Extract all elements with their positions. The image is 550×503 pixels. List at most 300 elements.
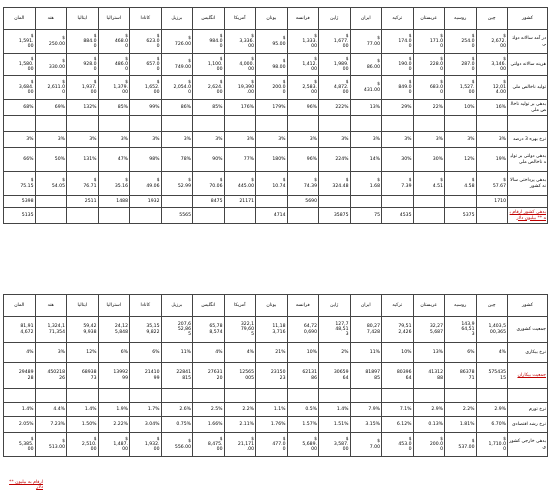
row-label: نرخ رشد اقتصادی [508, 417, 548, 433]
row-label: هزینه سالانه دولتی [508, 54, 548, 76]
table-cell: 5375 [445, 208, 477, 224]
table-cell: 80,27 7,428 [350, 317, 382, 343]
country-header: استرالیا [98, 295, 130, 317]
country-header: فرانسه [287, 295, 319, 317]
table-cell: 12% [67, 343, 99, 363]
table-cell: 13992 99 [98, 363, 130, 389]
table-cell: 3% [161, 132, 193, 148]
table-cell: $ 54.05 [35, 172, 67, 196]
table-cell [224, 116, 256, 132]
table-cell [413, 208, 445, 224]
table-cell: $ 1,379. 00 [98, 76, 130, 100]
table-cell: $ 726.00 [161, 30, 193, 54]
table-cell [161, 196, 193, 208]
table-cell: $ 250.00 [35, 30, 67, 54]
country-header: آمریکا [224, 8, 256, 30]
table-cell: $ 1,527. 00 [445, 76, 477, 100]
table-cell: 8475 [193, 196, 225, 208]
table-cell: $ 657.0 0 [130, 54, 162, 76]
table-cell: 19% [476, 148, 508, 172]
table-cell: $ 10.74 [256, 172, 288, 196]
table-cell: 13% [350, 100, 382, 116]
table-cell: 81897 85 [350, 363, 382, 389]
row-label: بدهی بر تولید ناخالص ملی [508, 100, 548, 116]
table-cell: 127,7 48,51 3 [319, 317, 351, 343]
table-cell: 1,324,1 71,354 [35, 317, 67, 343]
table-cell: 3% [4, 132, 36, 148]
table-cell: 132% [67, 100, 99, 116]
table-cell: 24,12 5,848 [98, 317, 130, 343]
table-cell: $ 5,689. 00 [287, 433, 319, 457]
country-header: چین [476, 8, 508, 30]
table-cell: 14% [350, 148, 382, 172]
table-cell: 98% [130, 148, 162, 172]
table-cell: $ 287.0 0 [445, 54, 477, 76]
table-cell: $ 1,677. 00 [319, 30, 351, 54]
table-cell [193, 116, 225, 132]
row-label: نرخ بیکاری [508, 343, 548, 363]
table-cell: 6% [130, 343, 162, 363]
table-cell: $ 1.68 [350, 172, 382, 196]
table-cell: 1.57% [287, 417, 319, 433]
table-cell: $ 749.00 [161, 54, 193, 76]
country-header: چین [476, 295, 508, 317]
row-label: بدهی دولتی بر تولید ناخالص ملی [508, 148, 548, 172]
table-cell: 4% [224, 343, 256, 363]
table-cell: $ 7.39 [382, 172, 414, 196]
table-cell: 3% [193, 132, 225, 148]
table-cell [193, 208, 225, 224]
table-cell: $ 75.15 [4, 172, 36, 196]
table-cell: $ 2,624. 00 [193, 76, 225, 100]
table-cell: 6.70% [476, 417, 508, 433]
table-cell: 79,51 2,426 [382, 317, 414, 343]
table-cell: 11% [350, 343, 382, 363]
table-row [4, 363, 548, 389]
table-cell: $ 4.51 [413, 172, 445, 196]
table-cell [319, 116, 351, 132]
table-cell: 322,1 79,60 5 [224, 317, 256, 343]
table-cell [130, 116, 162, 132]
row-label: در آمد سالانه دولتی [508, 30, 548, 54]
label-header: کشور [508, 8, 548, 30]
table-cell: 29489 28 [4, 363, 36, 389]
table-cell: 4.4% [35, 403, 67, 417]
table-cell: 1.51% [319, 417, 351, 433]
table-cell: 86% [161, 100, 193, 116]
table-cell: 0.5% [287, 403, 319, 417]
table-cell: $ 1,652. 00 [130, 76, 162, 100]
table-cell: $ 200.0 0 [413, 433, 445, 457]
table-row [4, 148, 548, 172]
table-cell: $ 5,385. 00 [4, 433, 36, 457]
table-cell: 3% [445, 132, 477, 148]
table-cell [98, 116, 130, 132]
table-cell: 13% [413, 343, 445, 363]
table-cell: 3% [98, 132, 130, 148]
table-cell: 6% [98, 343, 130, 363]
table-cell: $ 70.06 [193, 172, 225, 196]
table-cell: $ 537.00 [445, 433, 477, 457]
table-row [4, 76, 548, 100]
table-cell: 3% [382, 132, 414, 148]
table-cell: 30659 64 [319, 363, 351, 389]
table-cell: 207,6 52,86 5 [161, 317, 193, 343]
table-cell: $ 2,510. 00 [67, 433, 99, 457]
table-cell: 3% [67, 132, 99, 148]
table-cell: $ 2,611.0 0 [35, 76, 67, 100]
country-header: هند [35, 8, 67, 30]
table-cell: $ 1,333. 00 [287, 30, 319, 54]
table-cell: 64,72 0,690 [287, 317, 319, 343]
country-header: ایتالیا [67, 8, 99, 30]
table-cell: 59,42 9,938 [67, 317, 99, 343]
table-cell: $ 86.00 [350, 54, 382, 76]
table-cell: 0.75% [161, 417, 193, 433]
table-cell [445, 116, 477, 132]
table-cell: $ 228.0 0 [413, 54, 445, 76]
table-cell: 2.9% [413, 403, 445, 417]
country-header: کانادا [130, 8, 162, 30]
table-row [4, 116, 548, 132]
table-cell: 16% [476, 100, 508, 116]
country-header: استرالیا [98, 8, 130, 30]
table-cell: 3% [35, 132, 67, 148]
row-label: بدهی پرداختی سالانه کشور [508, 172, 548, 196]
table-cell [413, 116, 445, 132]
table-cell: $ 3,336. 00 [224, 30, 256, 54]
table-cell: $ 330.00 [35, 54, 67, 76]
table-cell [193, 389, 225, 403]
table-cell: $ 1,937. 00 [67, 76, 99, 100]
table-cell: $ 486.0 0 [98, 54, 130, 76]
table-cell: 10% [287, 343, 319, 363]
table-cell [287, 116, 319, 132]
table-cell: 2.11% [224, 417, 256, 433]
country-header: کانادا [130, 295, 162, 317]
table-row [4, 317, 548, 343]
table-cell: 3.15% [350, 417, 382, 433]
table-cell: $ 1,487. 00 [98, 433, 130, 457]
table-cell: 3% [256, 132, 288, 148]
table-cell: $ 4,000. 00 [224, 54, 256, 76]
debt-table [3, 7, 548, 224]
table-cell: $ 849.0 0 [382, 76, 414, 100]
table-cell [445, 389, 477, 403]
country-header: ژاپن [319, 295, 351, 317]
table-cell: 5565 [161, 208, 193, 224]
table-cell: 21% [256, 343, 288, 363]
table-cell: 1.50% [67, 417, 99, 433]
table-cell: $ 1,710.0 0 [476, 433, 508, 457]
table-cell: $ 556.00 [161, 433, 193, 457]
table-cell: 11% [161, 343, 193, 363]
table-cell: 12% [445, 148, 477, 172]
country-header: فرانسه [287, 8, 319, 30]
row-label-text: بدهی کشور ارقام به ** بیلیون دلار [509, 210, 546, 221]
table-cell: 21410 99 [130, 363, 162, 389]
country-header: عربستان [413, 295, 445, 317]
table-cell [476, 208, 508, 224]
table-cell: $ 1,932. 00 [130, 433, 162, 457]
table-cell [350, 116, 382, 132]
table-cell: 99% [130, 100, 162, 116]
table-cell: $ 445.00 [224, 172, 256, 196]
country-header: روسیه [445, 8, 477, 30]
row-label: نرخ تورم [508, 403, 548, 417]
table-cell: $ 52.99 [161, 172, 193, 196]
table-cell: $ 77.00 [350, 30, 382, 54]
table-cell: 1.76% [256, 417, 288, 433]
table-cell: 3% [413, 132, 445, 148]
table-cell [224, 389, 256, 403]
table-cell: $ 477.0 0 [256, 433, 288, 457]
table-cell: 11,18 3,716 [256, 317, 288, 343]
header-row [4, 295, 548, 317]
table-row [4, 403, 548, 417]
table-cell: 575435 15 [476, 363, 508, 389]
table-cell: 23150 23 [256, 363, 288, 389]
table-cell: 1.9% [98, 403, 130, 417]
row-label [508, 208, 548, 224]
table-cell: 2511 [67, 196, 99, 208]
table-cell: $ 683.0 0 [413, 76, 445, 100]
table-cell: 65,78 8,574 [193, 317, 225, 343]
table-cell: $ 74.39 [287, 172, 319, 196]
table-cell: 180% [256, 148, 288, 172]
table-cell: $ 4,872. 00 [319, 76, 351, 100]
table-cell [35, 116, 67, 132]
table-cell: 77% [224, 148, 256, 172]
table-cell: 29% [382, 100, 414, 116]
table-cell: 12565 005 [224, 363, 256, 389]
population-table [3, 294, 548, 457]
table-cell: $ 1,989. 00 [319, 54, 351, 76]
table-cell [130, 389, 162, 403]
table-cell [445, 196, 477, 208]
row-label: نرخ بهره 3 درصد [508, 132, 548, 148]
country-header: انگلیس [193, 295, 225, 317]
table-cell: $ 76.71 [67, 172, 99, 196]
table-cell: $ 98.00 [256, 54, 288, 76]
table-cell: $ 49.06 [130, 172, 162, 196]
table-cell: 2.6% [161, 403, 193, 417]
table-cell: $ 3,146. 00 [476, 54, 508, 76]
table-cell: $ 324.48 [319, 172, 351, 196]
table-cell [4, 389, 36, 403]
table-row [4, 172, 548, 196]
table-cell [476, 116, 508, 132]
table-cell: $ 190.0 0 [382, 54, 414, 76]
table-cell [287, 389, 319, 403]
table-row [4, 389, 548, 403]
table-cell: $ 3,587. 00 [319, 433, 351, 457]
table-cell: 5690 [287, 196, 319, 208]
country-header: هند [35, 295, 67, 317]
country-header: برزیل [161, 295, 193, 317]
table-cell [161, 389, 193, 403]
table-cell [319, 389, 351, 403]
table-cell: 50% [35, 148, 67, 172]
table-cell [350, 389, 382, 403]
table-cell: 30% [382, 148, 414, 172]
table-row [4, 343, 548, 363]
table-cell: 5135 [4, 208, 36, 224]
table-cell [256, 389, 288, 403]
table-cell: $ 431.00 [350, 76, 382, 100]
country-header: آمریکا [224, 295, 256, 317]
table-cell: 35875 [319, 208, 351, 224]
table-cell: 32,27 5,687 [413, 317, 445, 343]
table-row [4, 417, 548, 433]
table-cell: $ 200.0 0 [256, 76, 288, 100]
table-cell [35, 389, 67, 403]
table-cell: 1.4% [319, 403, 351, 417]
table-cell: 2.9% [476, 403, 508, 417]
table-cell [98, 389, 130, 403]
table-cell: 2.2% [445, 403, 477, 417]
table-row [4, 208, 548, 224]
table-cell: $ 171.0 0 [413, 30, 445, 54]
table-cell: $ 2,583. 00 [287, 76, 319, 100]
table-cell: $ 928.0 0 [67, 54, 99, 76]
table-cell: 4714 [256, 208, 288, 224]
table-cell: $ 19,390 .00 [224, 76, 256, 100]
table-cell [382, 116, 414, 132]
table-cell: 27631 20 [193, 363, 225, 389]
country-header: المان [4, 8, 36, 30]
table-cell: $ 1,591. 00 [4, 30, 36, 54]
table-cell: 3% [35, 343, 67, 363]
table-cell: 86378 71 [445, 363, 477, 389]
table-row [4, 30, 548, 54]
table-cell: 81,91 4,672 [4, 317, 36, 343]
table-cell: 96% [287, 148, 319, 172]
table-cell: 2% [319, 343, 351, 363]
table-row [4, 196, 548, 208]
table-cell [413, 196, 445, 208]
table-cell: 450218 26 [35, 363, 67, 389]
table-cell: 21171 [224, 196, 256, 208]
row-label [508, 116, 548, 132]
table-cell: 4% [476, 343, 508, 363]
table-cell: 47% [98, 148, 130, 172]
table-row [4, 132, 548, 148]
table-cell: 3.04% [130, 417, 162, 433]
row-label [508, 363, 548, 389]
table-cell: 7.9% [350, 403, 382, 417]
table-cell: 2.5% [193, 403, 225, 417]
table-cell: $ 2,672. 00 [476, 30, 508, 54]
table-cell [4, 116, 36, 132]
table-cell: 90% [193, 148, 225, 172]
country-header: یونان [256, 295, 288, 317]
table-cell: 4535 [382, 208, 414, 224]
country-header: برزیل [161, 8, 193, 30]
country-header: ترکیه [382, 295, 414, 317]
table-cell: 7.23% [35, 417, 67, 433]
table-cell: 2.22% [98, 417, 130, 433]
header-row [4, 8, 548, 30]
table-cell [256, 196, 288, 208]
table-cell: $ 1,412. 00 [287, 54, 319, 76]
table-cell: 1932 [130, 196, 162, 208]
country-header: ژاپن [319, 8, 351, 30]
table-cell: 3% [224, 132, 256, 148]
table-cell [476, 389, 508, 403]
table-cell: $ 453.0 0 [382, 433, 414, 457]
table-cell: $ 12,01 4.00 [476, 76, 508, 100]
table-cell: 96% [287, 100, 319, 116]
country-header: انگلیس [193, 8, 225, 30]
table-cell: 68% [4, 100, 36, 116]
table-cell: 62131 86 [287, 363, 319, 389]
table-cell: $ 468.0 0 [98, 30, 130, 54]
table-cell: 176% [224, 100, 256, 116]
row-label: بدهی خارجی کشوری [508, 433, 548, 457]
table-cell: 22841 815 [161, 363, 193, 389]
table-cell [413, 389, 445, 403]
table-cell: 222% [319, 100, 351, 116]
table-row [4, 100, 548, 116]
table-cell: 30% [413, 148, 445, 172]
table-cell: $ 513.00 [35, 433, 67, 457]
table-cell: 1.7% [130, 403, 162, 417]
table-cell: 85% [98, 100, 130, 116]
table-row [4, 433, 548, 457]
table-cell: 68938 73 [67, 363, 99, 389]
table-cell: $ 254.0 0 [445, 30, 477, 54]
country-header: ایران [350, 295, 382, 317]
table-cell: 5398 [4, 196, 36, 208]
table-cell: 2.05% [4, 417, 36, 433]
country-header: المان [4, 295, 36, 317]
table-cell: 0.13% [413, 417, 445, 433]
table-cell: 10% [382, 343, 414, 363]
table-cell: $ 1,100. 00 [193, 54, 225, 76]
country-header: یونان [256, 8, 288, 30]
table-cell: 41312 88 [413, 363, 445, 389]
country-header: روسیه [445, 295, 477, 317]
country-header: ایتالیا [67, 295, 99, 317]
table-cell: 7.1% [382, 403, 414, 417]
table-cell: $ 174.0 0 [382, 30, 414, 54]
table-cell: 2.2% [224, 403, 256, 417]
table-cell [224, 208, 256, 224]
table-cell: 1488 [98, 196, 130, 208]
table-cell: $ 623.0 0 [130, 30, 162, 54]
country-header: ترکیه [382, 8, 414, 30]
table-cell: 22% [413, 100, 445, 116]
table-cell [287, 208, 319, 224]
table-cell: 1.4% [67, 403, 99, 417]
row-label-text: جمعیت بیکاران [517, 372, 546, 378]
table-cell: 3% [350, 132, 382, 148]
table-cell: $ 3,684. 00 [4, 76, 36, 100]
table-cell: 3% [130, 132, 162, 148]
table-cell: $ 7.00 [350, 433, 382, 457]
table-cell: 35,15 9,822 [130, 317, 162, 343]
table-cell: 69% [35, 100, 67, 116]
table-cell [382, 196, 414, 208]
table-cell: 1.81% [445, 417, 477, 433]
table-cell: 4% [193, 343, 225, 363]
row-label [508, 389, 548, 403]
table-cell: 66% [4, 148, 36, 172]
table-cell: 4% [4, 343, 36, 363]
table-cell [319, 196, 351, 208]
table-cell [382, 389, 414, 403]
